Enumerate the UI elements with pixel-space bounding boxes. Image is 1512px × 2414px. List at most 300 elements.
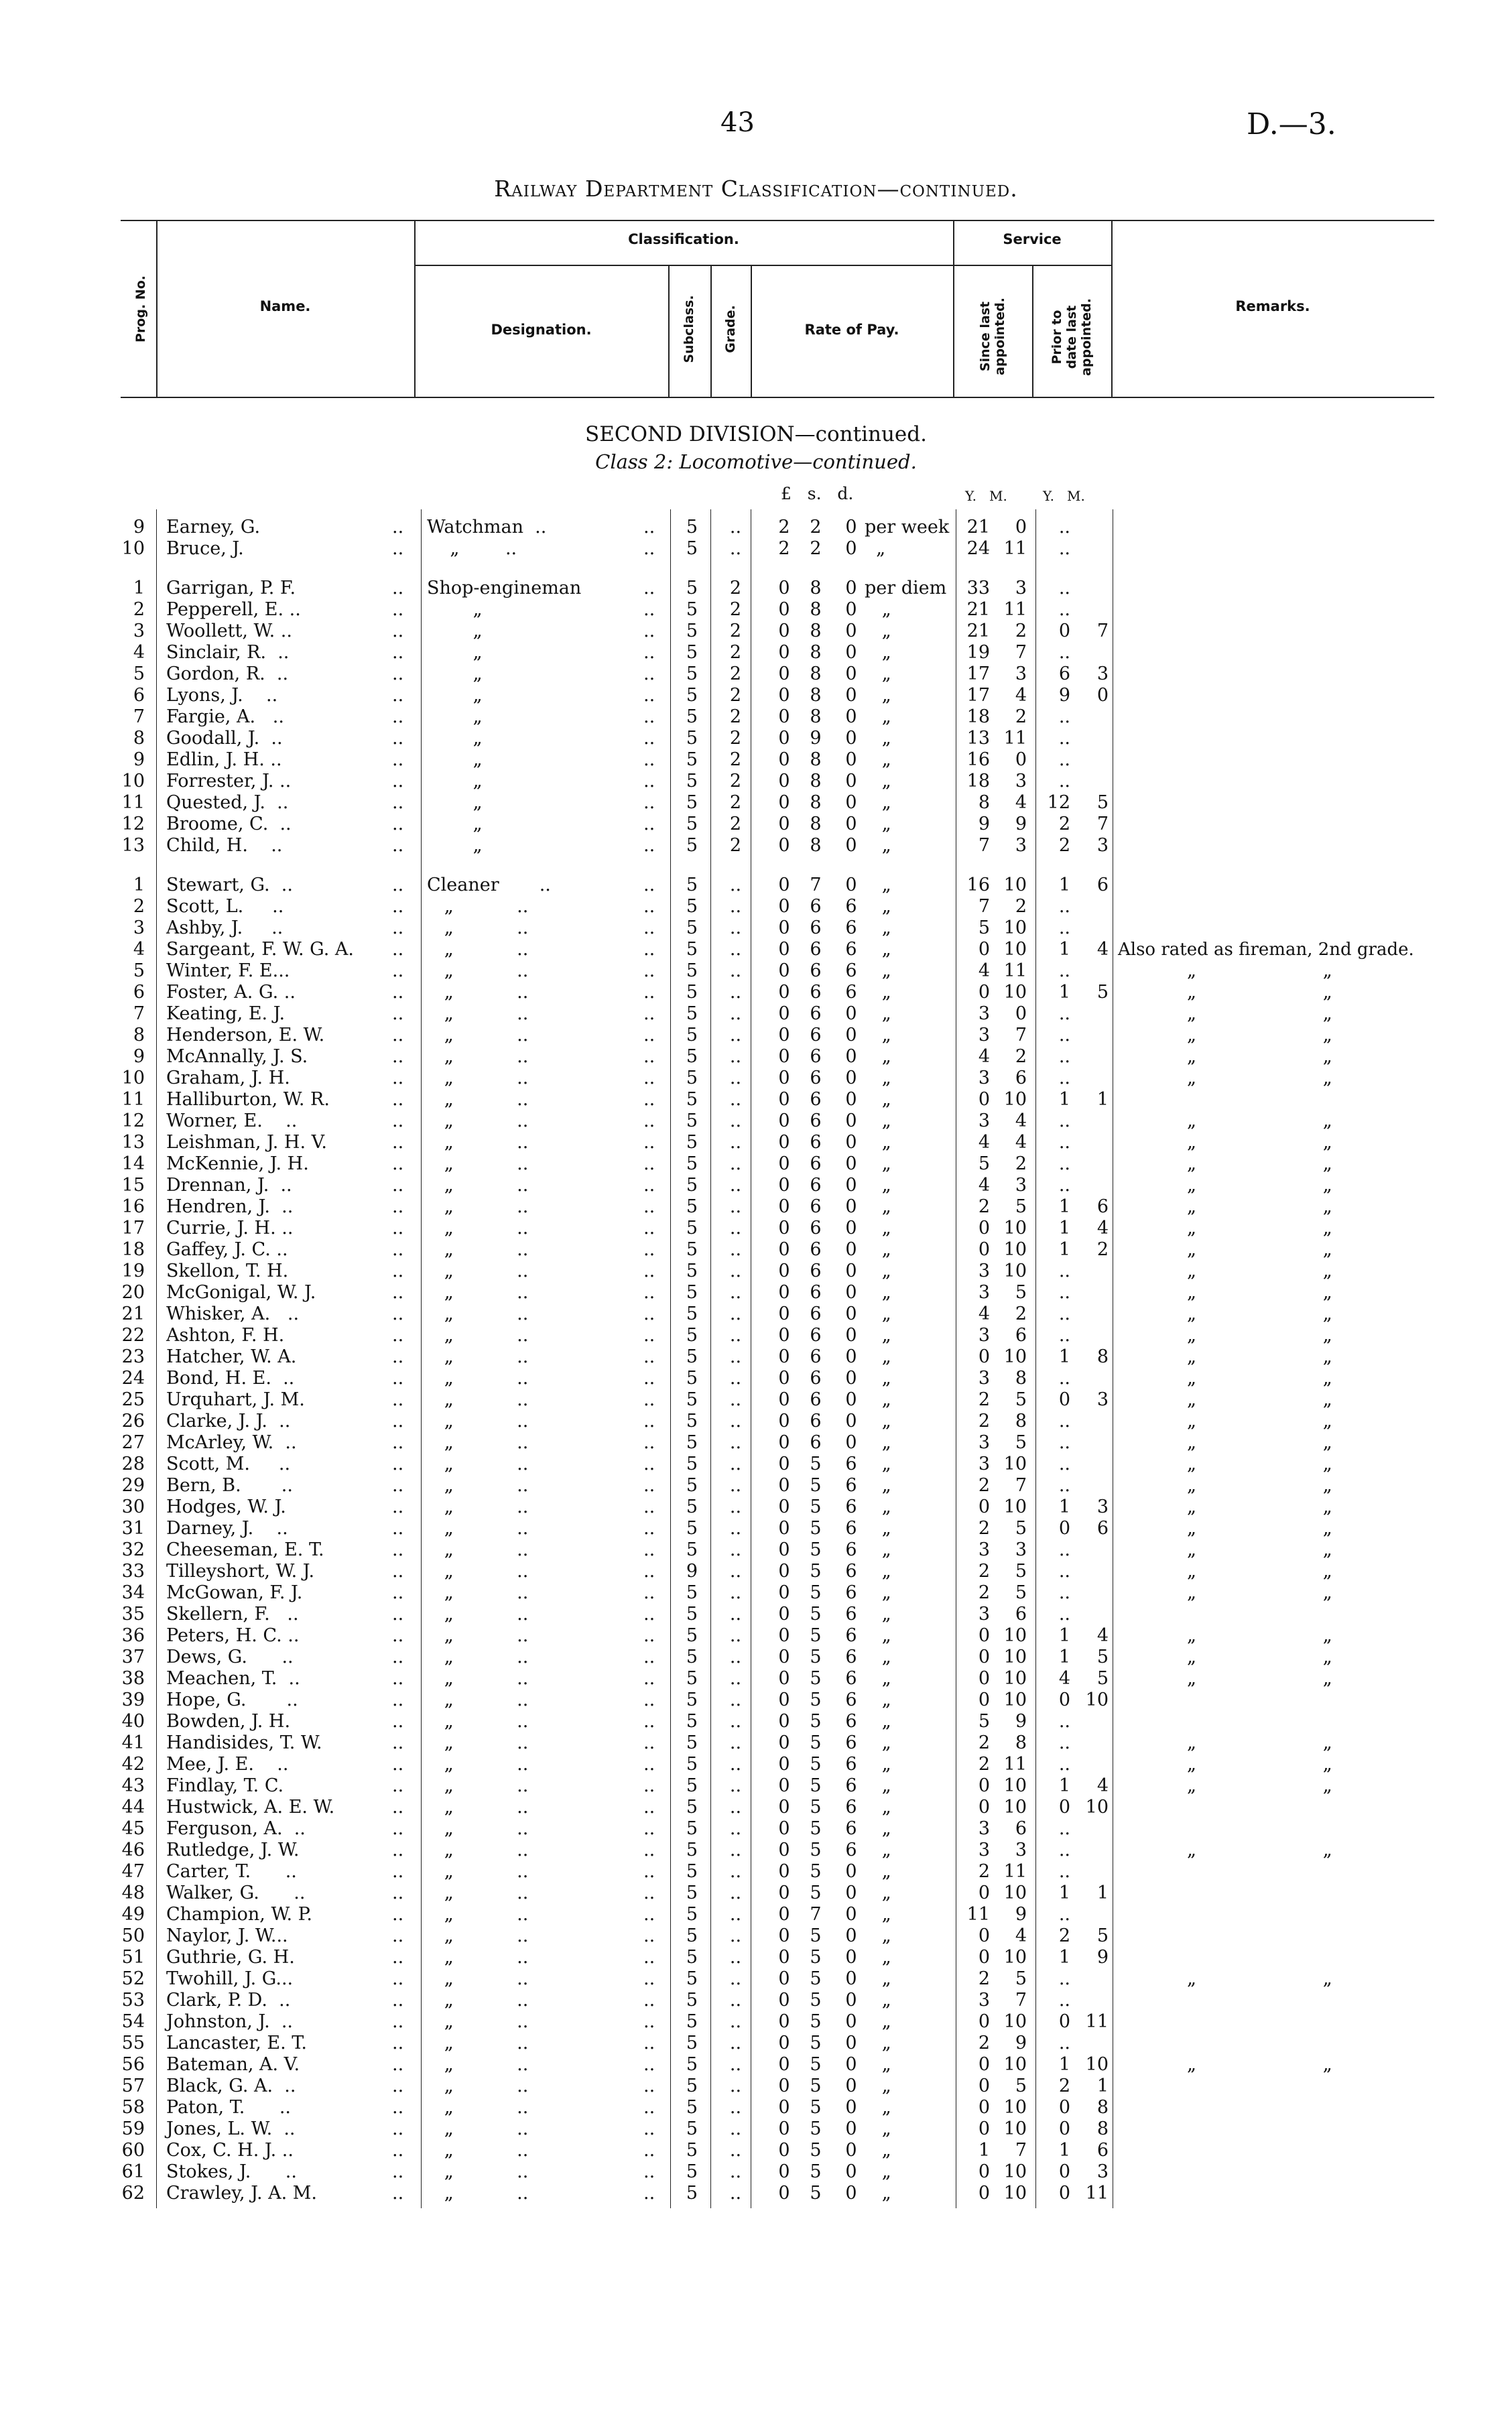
prior-years: .. xyxy=(1058,1368,1070,1389)
since-years: 33 xyxy=(966,578,990,598)
designation: „ xyxy=(427,728,483,749)
pay-pounds: 0 xyxy=(778,1389,790,1410)
subclass: 5 xyxy=(686,792,698,813)
grade: .. xyxy=(729,1861,742,1882)
prog-no: 20 xyxy=(121,1282,145,1303)
prior-years: 2 xyxy=(1058,1925,1070,1946)
table-row xyxy=(0,1582,1512,1604)
prog-no: 42 xyxy=(121,1754,145,1775)
pay-pence: 0 xyxy=(845,1239,857,1260)
prior-years: .. xyxy=(1058,1840,1070,1860)
remarks: „ „ xyxy=(1118,1368,1332,1389)
grade: .. xyxy=(729,1754,742,1775)
grade: 2 xyxy=(729,642,742,663)
pay-pounds: 0 xyxy=(778,917,790,938)
prior-years: 4 xyxy=(1058,1668,1070,1689)
leader-dots: .. xyxy=(392,1132,404,1153)
since-months: 9 xyxy=(1015,814,1027,834)
since-years: 0 xyxy=(978,2076,990,2096)
pay-shillings: 5 xyxy=(810,1840,822,1860)
pay-pounds: 0 xyxy=(778,1539,790,1560)
leader-dots: .. xyxy=(643,1668,655,1689)
prog-no: 17 xyxy=(121,1218,145,1238)
grade: .. xyxy=(729,2118,742,2139)
designation: „ .. xyxy=(427,1346,529,1367)
since-years: 2 xyxy=(978,1518,990,1539)
remarks: „ „ xyxy=(1118,1625,1332,1646)
pay-pence: 0 xyxy=(845,835,857,856)
grade: .. xyxy=(729,939,742,960)
pay-period: „ xyxy=(865,1604,891,1625)
designation: „ .. xyxy=(427,1068,529,1088)
prog-no: 16 xyxy=(121,1196,145,1217)
table-row xyxy=(0,517,1512,538)
pay-pounds: 0 xyxy=(778,1046,790,1067)
since-months: 7 xyxy=(1015,1475,1027,1496)
since-months: 7 xyxy=(1015,1025,1027,1045)
grade: 2 xyxy=(729,792,742,813)
prog-no: 13 xyxy=(121,1132,145,1153)
since-months: 5 xyxy=(1015,1518,1027,1539)
pay-period: „ xyxy=(865,1904,891,1925)
pay-shillings: 6 xyxy=(810,1411,822,1432)
pay-pence: 0 xyxy=(845,538,857,559)
since-months: 2 xyxy=(1015,1046,1027,1067)
pay-pence: 0 xyxy=(845,1861,857,1882)
subclass: 5 xyxy=(686,814,698,834)
prior-years: .. xyxy=(1058,1175,1070,1196)
grade: .. xyxy=(729,1732,742,1753)
prior-years: 2 xyxy=(1058,814,1070,834)
pay-period: „ xyxy=(865,1561,891,1582)
pay-period: „ xyxy=(865,982,891,1003)
pay-pounds: 0 xyxy=(778,1518,790,1539)
grade: .. xyxy=(729,917,742,938)
prior-years: .. xyxy=(1058,1153,1070,1174)
prog-no: 45 xyxy=(121,1818,145,1839)
prog-no: 13 xyxy=(121,835,145,856)
grade: .. xyxy=(729,1904,742,1925)
subclass: 5 xyxy=(686,2118,698,2139)
grade: .. xyxy=(729,1475,742,1496)
since-months: 10 xyxy=(1003,1883,1027,1903)
prior-years: .. xyxy=(1058,1582,1070,1603)
pay-pence: 0 xyxy=(845,1325,857,1346)
leader-dots: .. xyxy=(643,685,655,706)
leader-dots: .. xyxy=(392,1304,404,1324)
prior-years: 1 xyxy=(1058,939,1070,960)
leader-dots: .. xyxy=(392,814,404,834)
since-months: 6 xyxy=(1015,1325,1027,1346)
pay-shillings: 6 xyxy=(810,1089,822,1110)
prog-no: 21 xyxy=(121,1304,145,1324)
pay-shillings: 6 xyxy=(810,1282,822,1303)
prior-months: 4 xyxy=(1096,1218,1109,1238)
pay-period: „ xyxy=(865,1775,891,1796)
pay-pence: 0 xyxy=(845,1925,857,1946)
subclass: 5 xyxy=(686,917,698,938)
since-years: 0 xyxy=(978,1690,990,1710)
pay-pounds: 0 xyxy=(778,1497,790,1517)
employee-name: Quested, J. .. xyxy=(166,792,289,813)
designation: „ .. xyxy=(427,1218,529,1238)
leader-dots: .. xyxy=(643,1647,655,1667)
subclass: 5 xyxy=(686,1153,698,1174)
since-months: 10 xyxy=(1003,1690,1027,1710)
designation: „ .. xyxy=(427,2140,529,2161)
pay-pounds: 0 xyxy=(778,939,790,960)
grade: .. xyxy=(729,1883,742,1903)
pay-pence: 0 xyxy=(845,1883,857,1903)
since-years: 4 xyxy=(978,1304,990,1324)
prog-no: 35 xyxy=(121,1604,145,1625)
prog-no: 30 xyxy=(121,1497,145,1517)
since-months: 10 xyxy=(1003,1947,1027,1968)
leader-dots: .. xyxy=(392,1175,404,1196)
remarks: „ „ xyxy=(1118,1561,1332,1582)
table-row xyxy=(0,1732,1512,1754)
table-row xyxy=(0,2033,1512,2054)
remarks: „ „ xyxy=(1118,1304,1332,1324)
subclass: 5 xyxy=(686,1711,698,1732)
leader-dots: .. xyxy=(643,1561,655,1582)
since-months: 5 xyxy=(1015,1196,1027,1217)
pay-pounds: 0 xyxy=(778,1239,790,1260)
since-months: 4 xyxy=(1015,1925,1027,1946)
prog-no: 5 xyxy=(133,960,145,981)
pay-shillings: 6 xyxy=(810,982,822,1003)
prior-years: 6 xyxy=(1058,663,1070,684)
since-years: 0 xyxy=(978,2097,990,2118)
employee-name: Skellern, F. .. xyxy=(166,1604,299,1625)
grade: .. xyxy=(729,1518,742,1539)
grade: 2 xyxy=(729,599,742,620)
employee-name: Ashby, J. .. xyxy=(166,917,284,938)
class-subtitle: Class 2: Locomotive—continued. xyxy=(595,450,917,473)
designation: „ .. xyxy=(427,1089,529,1110)
leader-dots: .. xyxy=(643,1368,655,1389)
remarks: „ „ xyxy=(1118,1325,1332,1346)
since-years: 8 xyxy=(978,792,990,813)
table-row xyxy=(0,1968,1512,1990)
pay-period: „ xyxy=(865,1625,891,1646)
employee-name: Ferguson, A. .. xyxy=(166,1818,306,1839)
subclass: 5 xyxy=(686,1411,698,1432)
table-row xyxy=(0,1153,1512,1175)
since-months: 0 xyxy=(1015,1003,1027,1024)
designation: „ .. xyxy=(427,1175,529,1196)
prior-years: .. xyxy=(1058,1003,1070,1024)
pay-pounds: 0 xyxy=(778,1690,790,1710)
prog-no: 11 xyxy=(121,1089,145,1110)
subclass: 5 xyxy=(686,1068,698,1088)
pay-period: „ xyxy=(865,1968,891,1989)
pay-pounds: 0 xyxy=(778,1947,790,1968)
prior-months: 2 xyxy=(1096,1239,1109,1260)
pay-shillings: 6 xyxy=(810,1239,822,1260)
leader-dots: .. xyxy=(392,706,404,727)
pay-period: „ xyxy=(865,706,891,727)
leader-dots: .. xyxy=(643,749,655,770)
since-months: 3 xyxy=(1015,663,1027,684)
table-row xyxy=(0,685,1512,706)
header-col-divider xyxy=(1032,265,1033,397)
since-months: 4 xyxy=(1015,1110,1027,1131)
leader-dots: .. xyxy=(392,1797,404,1818)
pay-shillings: 5 xyxy=(810,1475,822,1496)
grade: .. xyxy=(729,1325,742,1346)
since-months: 3 xyxy=(1015,1175,1027,1196)
designation: „ .. xyxy=(427,1304,529,1324)
prior-months: 3 xyxy=(1096,1497,1109,1517)
designation: „ .. xyxy=(427,2097,529,2118)
designation: „ xyxy=(427,749,483,770)
leader-dots: .. xyxy=(643,1261,655,1281)
designation: „ .. xyxy=(427,960,529,981)
subclass: 5 xyxy=(686,1604,698,1625)
designation: „ .. xyxy=(427,1003,529,1024)
pay-pence: 0 xyxy=(845,1046,857,1067)
pay-period: „ xyxy=(865,875,891,895)
table-row xyxy=(0,1175,1512,1196)
leader-dots: .. xyxy=(643,814,655,834)
designation: „ .. xyxy=(427,2183,529,2204)
grade: 2 xyxy=(729,814,742,834)
since-months: 11 xyxy=(1003,1861,1027,1882)
employee-name: Sinclair, R. .. xyxy=(166,642,290,663)
pay-pounds: 0 xyxy=(778,2033,790,2053)
pay-shillings: 5 xyxy=(810,1968,822,1989)
leader-dots: .. xyxy=(643,1003,655,1024)
pay-period: „ xyxy=(865,1690,891,1710)
grade: .. xyxy=(729,2033,742,2053)
leader-dots: .. xyxy=(392,1218,404,1238)
leader-dots: .. xyxy=(643,1068,655,1088)
prior-months: 4 xyxy=(1096,939,1109,960)
since-months: 10 xyxy=(1003,1261,1027,1281)
employee-name: Cheeseman, E. T. xyxy=(166,1539,324,1560)
remarks: „ „ xyxy=(1118,1754,1332,1775)
prior-units-label: Y. M. xyxy=(1043,488,1085,504)
since-years: 2 xyxy=(978,1475,990,1496)
grade: .. xyxy=(729,1046,742,1067)
designation: „ xyxy=(427,706,483,727)
prog-no: 59 xyxy=(121,2118,145,2139)
pay-pounds: 0 xyxy=(778,1561,790,1582)
pay-shillings: 6 xyxy=(810,1153,822,1174)
leader-dots: .. xyxy=(643,960,655,981)
prior-years: .. xyxy=(1058,1068,1070,1088)
pay-pounds: 0 xyxy=(778,1110,790,1131)
pay-pounds: 0 xyxy=(778,2183,790,2204)
subclass: 5 xyxy=(686,1025,698,1045)
prior-years: .. xyxy=(1058,706,1070,727)
subclass: 5 xyxy=(686,2054,698,2075)
leader-dots: .. xyxy=(643,1840,655,1860)
since-months: 10 xyxy=(1003,1239,1027,1260)
since-months: 5 xyxy=(1015,1968,1027,1989)
grade: .. xyxy=(729,1711,742,1732)
prog-no: 2 xyxy=(133,599,145,620)
subclass: 5 xyxy=(686,2076,698,2096)
employee-name: Worner, E. .. xyxy=(166,1110,298,1131)
since-months: 10 xyxy=(1003,1454,1027,1474)
prior-years: .. xyxy=(1058,642,1070,663)
pay-shillings: 5 xyxy=(810,1561,822,1582)
prior-years: .. xyxy=(1058,1904,1070,1925)
leader-dots: .. xyxy=(643,1239,655,1260)
grade: .. xyxy=(729,2076,742,2096)
subclass: 5 xyxy=(686,1840,698,1860)
employee-name: Hodges, W. J. xyxy=(166,1497,286,1517)
employee-name: Paton, T. .. xyxy=(166,2097,291,2118)
since-months: 3 xyxy=(1015,578,1027,598)
designation: „ .. xyxy=(427,1432,529,1453)
designation: „ .. xyxy=(427,1754,529,1775)
pay-shillings: 5 xyxy=(810,1604,822,1625)
prog-no: 37 xyxy=(121,1647,145,1667)
prog-no: 22 xyxy=(121,1325,145,1346)
remarks: „ „ xyxy=(1118,1153,1332,1174)
designation: „ .. xyxy=(427,1325,529,1346)
prog-no: 10 xyxy=(121,771,145,791)
grade: .. xyxy=(729,517,742,537)
subclass: 5 xyxy=(686,517,698,537)
grade: .. xyxy=(729,1368,742,1389)
grade: .. xyxy=(729,1153,742,1174)
prior-years: 1 xyxy=(1058,1647,1070,1667)
prior-years: .. xyxy=(1058,1539,1070,1560)
table-row xyxy=(0,538,1512,560)
subclass: 5 xyxy=(686,1475,698,1496)
employee-name: Tilleyshort, W. J. xyxy=(166,1561,315,1582)
employee-name: Halliburton, W. R. xyxy=(166,1089,330,1110)
table-row xyxy=(0,1411,1512,1432)
prior-months: 5 xyxy=(1096,982,1109,1003)
pay-period: „ xyxy=(865,1883,891,1903)
employee-name: Carter, T. .. xyxy=(166,1861,297,1882)
pay-shillings: 6 xyxy=(810,1325,822,1346)
table-row xyxy=(0,706,1512,728)
subclass: 5 xyxy=(686,1389,698,1410)
pay-shillings: 6 xyxy=(810,1432,822,1453)
remarks: „ „ xyxy=(1118,960,1332,981)
prior-months: 5 xyxy=(1096,1925,1109,1946)
leader-dots: .. xyxy=(392,1754,404,1775)
pay-shillings: 8 xyxy=(810,599,822,620)
prior-months: 10 xyxy=(1085,2054,1109,2075)
employee-name: Stokes, J. .. xyxy=(166,2161,297,2182)
pay-pence: 6 xyxy=(845,1797,857,1818)
prior-years: .. xyxy=(1058,1732,1070,1753)
since-months: 10 xyxy=(1003,1797,1027,1818)
designation: „ .. xyxy=(427,1947,529,1968)
employee-name: Sargeant, F. W. G. A. xyxy=(166,939,355,960)
pay-period: „ xyxy=(865,1196,891,1217)
table-row xyxy=(0,1454,1512,1475)
leader-dots: .. xyxy=(392,835,404,856)
table-row xyxy=(0,771,1512,792)
pay-pounds: 0 xyxy=(778,875,790,895)
leader-dots: .. xyxy=(392,599,404,620)
leader-dots: .. xyxy=(643,538,655,559)
pay-pence: 6 xyxy=(845,1497,857,1517)
since-years: 2 xyxy=(978,1411,990,1432)
pay-period: „ xyxy=(865,1368,891,1389)
since-months: 11 xyxy=(1003,960,1027,981)
employee-name: McArley, W. .. xyxy=(166,1432,297,1453)
since-years: 21 xyxy=(966,517,990,537)
employee-name: Findlay, T. C. xyxy=(166,1775,284,1796)
leader-dots: .. xyxy=(392,728,404,749)
leader-dots: .. xyxy=(643,1196,655,1217)
designation: „ .. xyxy=(427,1968,529,1989)
prior-years: 2 xyxy=(1058,2076,1070,2096)
grade: .. xyxy=(729,2140,742,2161)
leader-dots: .. xyxy=(643,1475,655,1496)
leader-dots: .. xyxy=(643,1582,655,1603)
prog-no: 6 xyxy=(133,685,145,706)
leader-dots: .. xyxy=(392,1947,404,1968)
remarks: „ „ xyxy=(1118,1432,1332,1453)
pay-pence: 0 xyxy=(845,1990,857,2011)
subclass: 5 xyxy=(686,1904,698,1925)
since-months: 10 xyxy=(1003,1089,1027,1110)
table-row xyxy=(0,578,1512,599)
pay-pounds: 0 xyxy=(778,1904,790,1925)
table-row xyxy=(0,1282,1512,1304)
pay-pence: 6 xyxy=(845,1475,857,1496)
employee-name: Meachen, T. .. xyxy=(166,1668,300,1689)
since-years: 2 xyxy=(978,1389,990,1410)
grade: .. xyxy=(729,1625,742,1646)
since-years: 17 xyxy=(966,685,990,706)
leader-dots: .. xyxy=(392,1818,404,1839)
leader-dots: .. xyxy=(643,2161,655,2182)
grade: 2 xyxy=(729,578,742,598)
table-row xyxy=(0,1625,1512,1647)
remarks: „ „ xyxy=(1118,1497,1332,1517)
pay-pounds: 0 xyxy=(778,685,790,706)
leader-dots: .. xyxy=(643,1947,655,1968)
designation: „ .. xyxy=(427,2118,529,2139)
pay-pounds: 0 xyxy=(778,1604,790,1625)
pay-pence: 0 xyxy=(845,875,857,895)
remarks: „ „ xyxy=(1118,1110,1332,1131)
pay-pence: 0 xyxy=(845,749,857,770)
pay-period: „ xyxy=(865,1175,891,1196)
pay-pence: 6 xyxy=(845,1840,857,1860)
prog-no: 52 xyxy=(121,1968,145,1989)
pay-pounds: 2 xyxy=(778,517,790,537)
table-row xyxy=(0,1647,1512,1668)
grade: .. xyxy=(729,1239,742,1260)
pay-pence: 0 xyxy=(845,2033,857,2053)
grade: 2 xyxy=(729,835,742,856)
pay-shillings: 6 xyxy=(810,1046,822,1067)
pay-pounds: 0 xyxy=(778,1968,790,1989)
subclass: 5 xyxy=(686,1647,698,1667)
pay-pounds: 0 xyxy=(778,1368,790,1389)
since-years: 0 xyxy=(978,2011,990,2032)
leader-dots: .. xyxy=(392,1475,404,1496)
leader-dots: .. xyxy=(643,792,655,813)
employee-name: Naylor, J. W... xyxy=(166,1925,288,1946)
leader-dots: .. xyxy=(392,1647,404,1667)
subclass: 5 xyxy=(686,1754,698,1775)
grade: .. xyxy=(729,1561,742,1582)
grade: .. xyxy=(729,1089,742,1110)
